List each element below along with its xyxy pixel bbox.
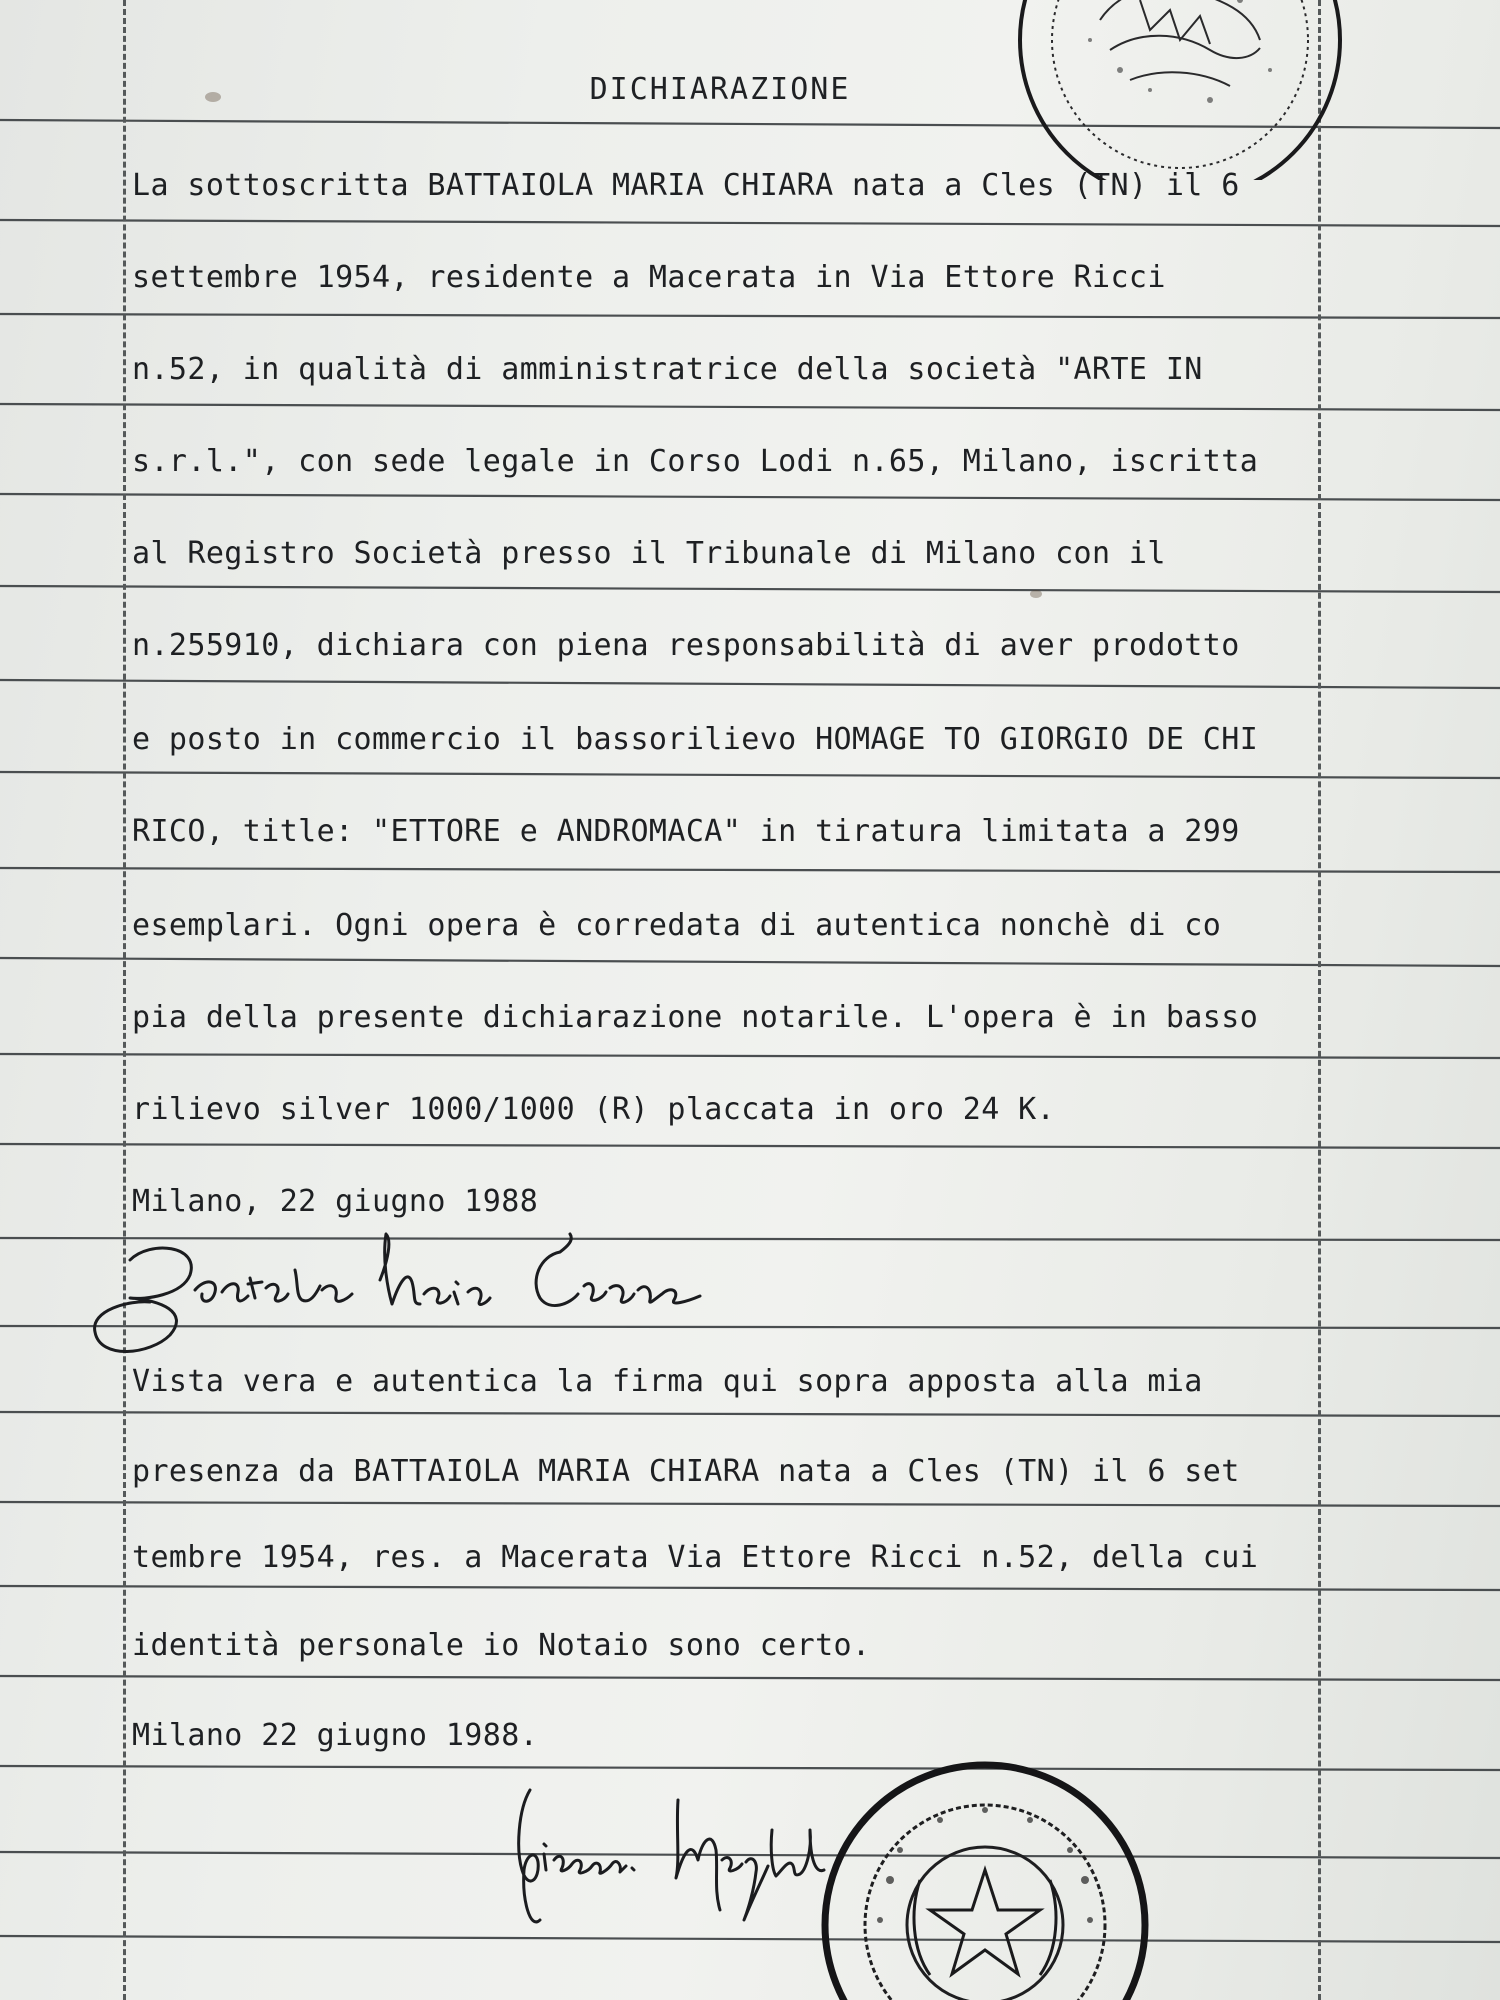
- document-title: DICHIARAZIONE: [589, 72, 851, 107]
- place-date-line: Milano, 22 giugno 1988: [132, 1184, 539, 1219]
- body-line: al Registro Società presso il Tribunale di Milano con il: [132, 536, 1166, 571]
- authentication-line: presenza da BATTAIOLA MARIA CHIARA nata a Cles (TN) il 6 set: [132, 1454, 1240, 1489]
- place-date-line: Milano 22 giugno 1988.: [132, 1718, 539, 1753]
- body-line: pia della presente dichiarazione notarile. L'opera è in basso: [132, 1000, 1259, 1035]
- left-margin-rule: [123, 0, 126, 2000]
- body-line: n.255910, dichiara con piena responsabilità di aver prodotto: [132, 628, 1240, 663]
- notary-seal-top: [1010, 0, 1350, 180]
- declarant-signature: [90, 1220, 790, 1370]
- notary-signature: [500, 1770, 840, 1940]
- paper-stain: [1030, 590, 1042, 598]
- notary-seal-bottom: [820, 1760, 1160, 2000]
- right-margin-rule: [1318, 0, 1321, 2000]
- authentication-line: identità personale io Notaio sono certo.: [132, 1628, 871, 1663]
- body-line: RICO, title: "ETTORE e ANDROMACA" in tiratura limitata a 299: [132, 814, 1240, 849]
- body-line: s.r.l.", con sede legale in Corso Lodi n.65, Milano, iscritta: [132, 444, 1259, 479]
- authentication-line: tembre 1954, res. a Macerata Via Ettore Ricci n.52, della cui: [132, 1540, 1259, 1575]
- body-line: n.52, in qualità di amministratrice della società "ARTE IN: [132, 352, 1203, 387]
- authentication-line: Vista vera e autentica la firma qui sopra apposta alla mia: [132, 1364, 1203, 1399]
- body-line: La sottoscritta BATTAIOLA MARIA CHIARA nata a Cles (TN) il 6: [132, 168, 1240, 203]
- body-line: rilievo silver 1000/1000 (R) placcata in oro 24 K.: [132, 1092, 1056, 1127]
- body-line: settembre 1954, residente a Macerata in Via Ettore Ricci: [132, 260, 1166, 295]
- body-line: e posto in commercio il bassorilievo HOMAGE TO GIORGIO DE CHI: [132, 722, 1259, 757]
- body-line: esemplari. Ogni opera è corredata di autentica nonchè di co: [132, 908, 1222, 943]
